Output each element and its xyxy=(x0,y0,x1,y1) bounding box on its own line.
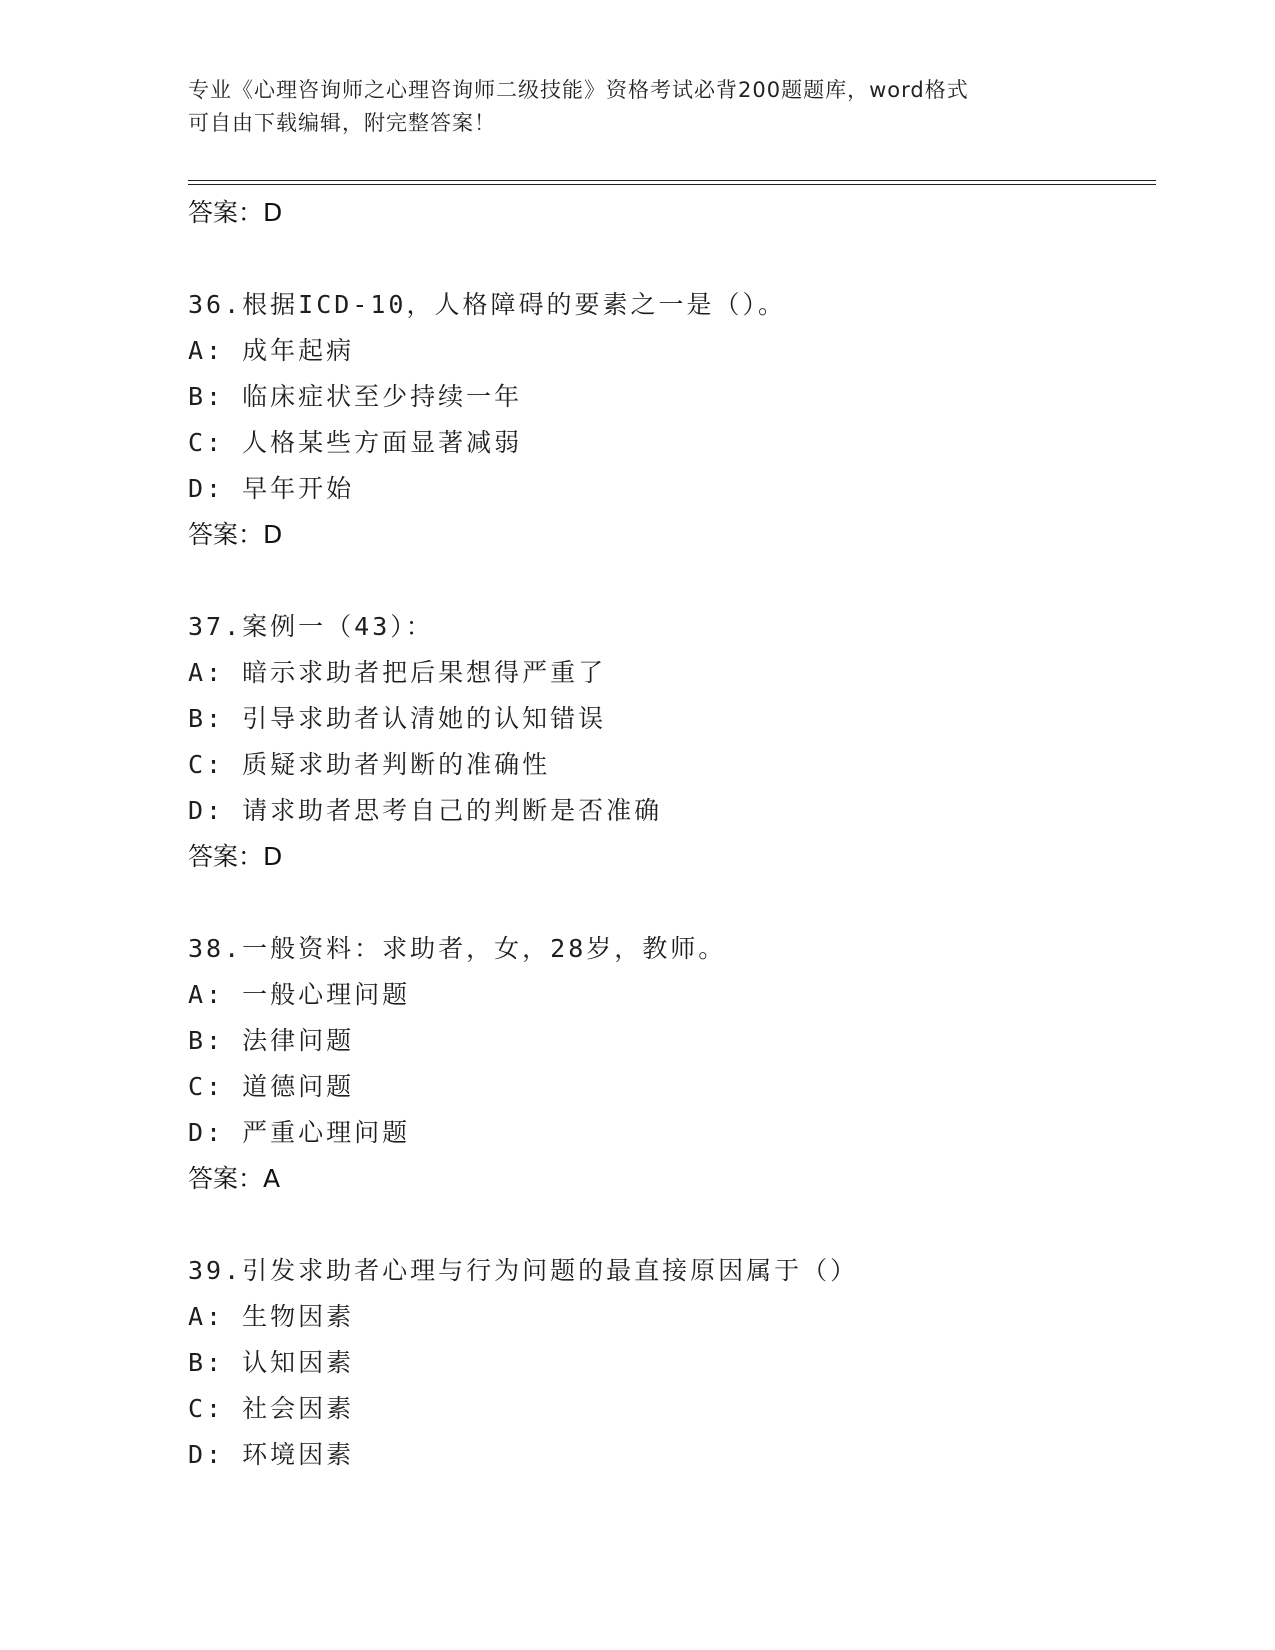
option-d: D: 早年开始 xyxy=(188,474,355,503)
question-title: 36.根据ICD-10，人格障碍的要素之一是（）。 xyxy=(188,290,786,319)
option-d: D: 请求助者思考自己的判断是否准确 xyxy=(188,796,663,825)
option-b: B: 临床症状至少持续一年 xyxy=(188,382,523,411)
question-title: 39.引发求助者心理与行为问题的最直接原因属于（） xyxy=(188,1256,859,1285)
question-block xyxy=(188,1248,1148,1478)
option-c: C: 社会因素 xyxy=(188,1394,355,1423)
answer-line: 答案：A xyxy=(188,1164,281,1193)
header-divider-top xyxy=(188,180,1156,181)
spacer xyxy=(188,1201,1148,1248)
answer-line: 答案：D xyxy=(188,842,283,871)
answer-line: 答案：D xyxy=(188,520,283,549)
option-d: D: 环境因素 xyxy=(188,1440,355,1469)
header-divider-bottom xyxy=(188,184,1156,185)
option-b: B: 引导求助者认清她的认知错误 xyxy=(188,704,607,733)
option-c: C: 人格某些方面显著减弱 xyxy=(188,428,523,457)
question-title: 37.案例一（43）： xyxy=(188,612,434,641)
option-a: A: 成年起病 xyxy=(188,336,355,365)
option-a: A: 一般心理问题 xyxy=(188,980,411,1009)
option-c: C: 道德问题 xyxy=(188,1072,355,1101)
question-title: 38.一般资料：求助者，女，28岁，教师。 xyxy=(188,934,727,963)
option-a: A: 生物因素 xyxy=(188,1302,355,1331)
spacer xyxy=(188,879,1148,926)
option-a: A: 暗示求助者把后果想得严重了 xyxy=(188,658,607,687)
option-d: D: 严重心理问题 xyxy=(188,1118,411,1147)
question-block xyxy=(188,926,1148,1201)
document-header xyxy=(188,74,1068,140)
option-b: B: 法律问题 xyxy=(188,1026,355,1055)
question-block xyxy=(188,282,1148,557)
spacer xyxy=(188,235,1148,282)
question-block xyxy=(188,604,1148,879)
spacer xyxy=(188,557,1148,604)
question-list xyxy=(188,190,1148,1478)
option-c: C: 质疑求助者判断的准确性 xyxy=(188,750,551,779)
option-b: B: 认知因素 xyxy=(188,1348,355,1377)
header-line-2: 可自由下载编辑，附完整答案！ xyxy=(188,111,496,135)
answer-line: 答案：D xyxy=(188,198,283,227)
header-line-1: 专业《心理咨询师之心理咨询师二级技能》资格考试必背200题题库，word格式 xyxy=(188,78,969,102)
